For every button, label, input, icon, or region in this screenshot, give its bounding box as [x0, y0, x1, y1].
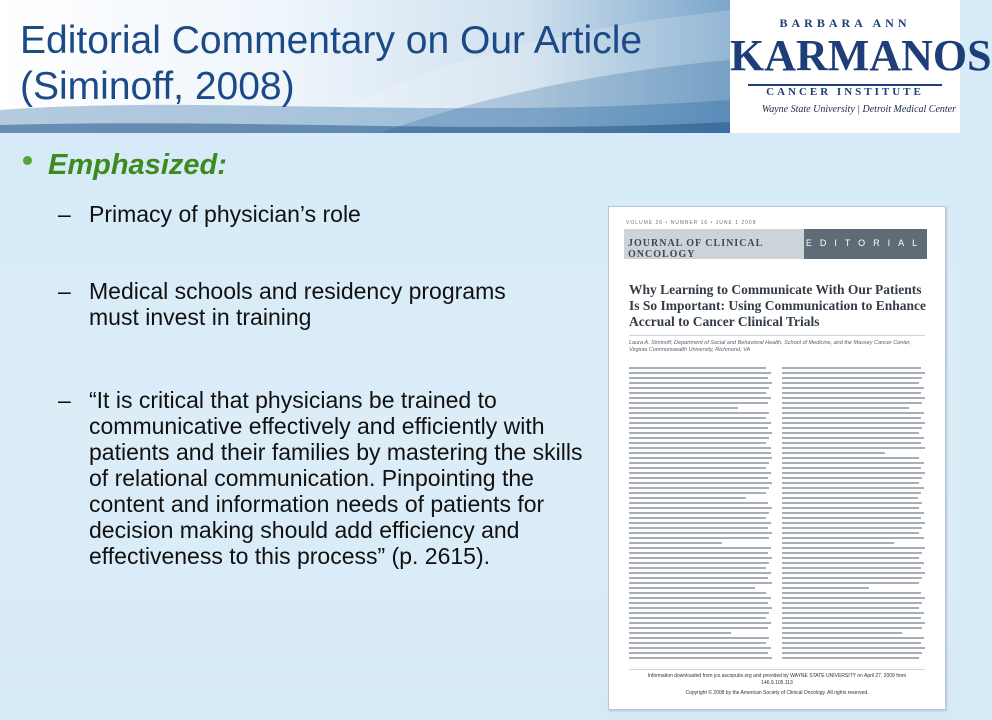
article-text-line	[629, 507, 772, 509]
article-footer-rule	[629, 669, 925, 670]
subpoint-2	[58, 278, 598, 334]
article-text-line	[782, 657, 919, 659]
article-text-line	[782, 467, 921, 469]
article-text-line	[629, 532, 772, 534]
subpoint-dash: –	[58, 201, 71, 227]
article-text-line	[629, 587, 755, 589]
article-footer-copyright: Copyright © 2008 by the American Society of Clinical Oncology. All rights reserved.	[685, 690, 869, 696]
article-text-line	[782, 507, 919, 509]
article-text-line	[782, 457, 919, 459]
article-column-right	[782, 367, 925, 665]
subpoint-text: Primacy of physician’s role	[89, 201, 361, 227]
article-text-line	[629, 637, 769, 639]
article-text-line	[629, 472, 771, 474]
article-text-line	[629, 387, 769, 389]
article-text-line	[782, 567, 921, 569]
article-text-line	[782, 522, 925, 524]
article-text-line	[782, 422, 925, 424]
article-text-line	[629, 617, 766, 619]
article-text-line	[629, 467, 766, 469]
article-text-line	[629, 512, 769, 514]
article-author: Laura A. Siminoff, Department of Social and Behavioral Health, School of Medicine, and the Massey Cancer Center, Virginia Commonwealth University, Richmond, VA	[629, 340, 911, 353]
article-text-line	[782, 472, 925, 474]
article-text-line	[782, 502, 922, 504]
subpoint-3	[58, 387, 598, 677]
article-text-line	[782, 372, 925, 374]
article-text-line	[782, 452, 885, 454]
subpoint-text: “It is critical that physicians be trained to communicative effectively and efficiently with patients and their families by mastering the skills of relational communication. Pinpointing the content and information needs of patients for decision making should add efficiency and effectiveness to this process” (p. 2615).	[89, 387, 583, 569]
article-text-line	[629, 602, 768, 604]
journal-header-strip	[624, 220, 927, 260]
article-text-line	[629, 577, 768, 579]
article-text-line	[782, 492, 921, 494]
article-text-line	[629, 402, 768, 404]
article-text-line	[629, 502, 768, 504]
article-text-line	[629, 557, 772, 559]
article-text-line	[782, 532, 919, 534]
journal-issue-meta: VOLUME 26 • NUMBER 16 • JUNE 1 2008	[626, 220, 757, 226]
article-text-line	[629, 417, 766, 419]
article-text-line	[782, 367, 921, 369]
subpoint-1	[58, 201, 598, 229]
article-text-line	[782, 612, 924, 614]
article-text-line	[782, 527, 922, 529]
article-text-line	[629, 392, 766, 394]
article-text-line	[629, 487, 769, 489]
article-text-line	[782, 482, 919, 484]
journal-name-band	[624, 229, 804, 259]
article-text-line	[629, 367, 766, 369]
article-text-line	[782, 637, 924, 639]
article-text-line	[629, 542, 722, 544]
article-text-line	[629, 447, 771, 449]
article-text-line	[782, 627, 922, 629]
article-column-left	[629, 367, 772, 665]
article-text-line	[782, 412, 924, 414]
article-text-line	[629, 572, 771, 574]
bullet-dot	[23, 156, 32, 165]
article-text-line	[782, 442, 921, 444]
article-text-line	[782, 382, 919, 384]
logo-bottom-text: CANCER INSTITUTE	[766, 86, 924, 98]
article-text-line	[629, 462, 769, 464]
article-text-line	[782, 417, 921, 419]
article-text-line	[782, 597, 925, 599]
subpoint-dash: –	[58, 278, 71, 304]
article-text-line	[782, 607, 919, 609]
article-text-line	[782, 407, 909, 409]
article-text-line	[782, 537, 924, 539]
article-text-line	[782, 557, 919, 559]
article-text-line	[782, 647, 925, 649]
article-text-line	[629, 537, 769, 539]
article-text-line	[629, 432, 772, 434]
article-text-line	[782, 622, 925, 624]
article-text-line	[629, 372, 771, 374]
article-text-line	[629, 407, 738, 409]
article-text-line	[629, 482, 772, 484]
article-text-line	[629, 377, 768, 379]
article-text-line	[782, 552, 922, 554]
article-text-line	[629, 522, 771, 524]
article-text-line	[629, 397, 771, 399]
article-text-line	[782, 487, 924, 489]
article-text-line	[782, 432, 919, 434]
article-text-line	[782, 387, 924, 389]
article-text-line	[782, 582, 919, 584]
article-text-line	[629, 612, 769, 614]
article-text-line	[782, 632, 902, 634]
article-text-line	[629, 457, 772, 459]
subpoint-text: Medical schools and residency programs must invest in training	[89, 278, 506, 330]
article-text-line	[629, 562, 769, 564]
editorial-label: EDITORIAL	[805, 238, 926, 248]
article-text-line	[782, 602, 922, 604]
article-text-line	[629, 632, 731, 634]
article-text-line	[629, 412, 769, 414]
article-text-line	[782, 587, 869, 589]
article-text-line	[629, 597, 771, 599]
article-text-line	[782, 437, 924, 439]
article-text-line	[782, 497, 918, 499]
title-line-2: (Siminoff, 2008)	[20, 65, 295, 108]
article-text-line	[782, 517, 921, 519]
article-text-line	[629, 657, 772, 659]
article-rule	[629, 335, 925, 336]
article-text-line	[629, 552, 768, 554]
article-text-line	[629, 607, 772, 609]
logo-top-text: BARBARA ANN	[779, 16, 911, 30]
article-text-line	[629, 492, 766, 494]
article-text-line	[629, 642, 766, 644]
article-text-line	[782, 547, 925, 549]
article-text-line	[782, 512, 924, 514]
karmanos-logo	[730, 0, 992, 133]
editorial-band	[804, 229, 927, 259]
header-banner	[0, 0, 992, 133]
article-text-line	[782, 397, 925, 399]
logo-main-text: KARMANOS	[730, 31, 992, 80]
article-footer-ip: 146.9.105.113	[761, 680, 793, 686]
article-text-line	[782, 652, 922, 654]
article-footer-download: Information downloaded from jco.ascopubs.org and provided by WAYNE STATE UNIVERSITY on April 27, 2009 from	[647, 673, 907, 679]
article-text-line	[629, 517, 766, 519]
article-text-line	[629, 382, 772, 384]
article-text-line	[629, 647, 771, 649]
article-text-line	[782, 592, 921, 594]
article-text-line	[782, 392, 921, 394]
article-text-line	[629, 477, 768, 479]
article-text-line	[782, 562, 924, 564]
article-text-line	[629, 497, 746, 499]
article-text-line	[782, 402, 922, 404]
article-text-line	[629, 567, 766, 569]
article-text-line	[782, 462, 924, 464]
article-text-line	[629, 627, 768, 629]
article-text-line	[782, 427, 922, 429]
article-text-line	[629, 422, 771, 424]
title-line-1: Editorial Commentary on Our Article	[20, 19, 643, 62]
article-text-line	[629, 437, 769, 439]
article-text-line	[782, 617, 921, 619]
article-text-line	[629, 452, 771, 454]
article-text-line	[782, 572, 925, 574]
article-text-line	[629, 622, 771, 624]
article-text-line	[782, 542, 894, 544]
article-text-line	[629, 427, 768, 429]
article-text-line	[629, 547, 771, 549]
slide-title	[20, 18, 710, 110]
article-text-line	[629, 442, 766, 444]
article-text-line	[629, 527, 768, 529]
logo-affiliation: Wayne State University | Detroit Medical Center	[761, 104, 956, 115]
article-text-line	[782, 477, 922, 479]
journal-name: JOURNAL OF CLINICAL ONCOLOGY	[628, 238, 763, 260]
journal-article-image	[608, 206, 946, 710]
subpoint-dash: –	[58, 387, 71, 413]
article-text-line	[782, 642, 921, 644]
article-text-line	[782, 377, 922, 379]
article-text-line	[782, 447, 925, 449]
article-text-line	[629, 652, 768, 654]
bullet-heading: Emphasized:	[48, 149, 227, 181]
article-text-line	[629, 592, 766, 594]
article-text-line	[629, 582, 772, 584]
article-title: Why Learning to Communicate With Our Patients Is So Important: Using Communication to Enhance Accrual to Cancer Clinical Trials	[629, 282, 927, 329]
article-text-line	[782, 577, 922, 579]
